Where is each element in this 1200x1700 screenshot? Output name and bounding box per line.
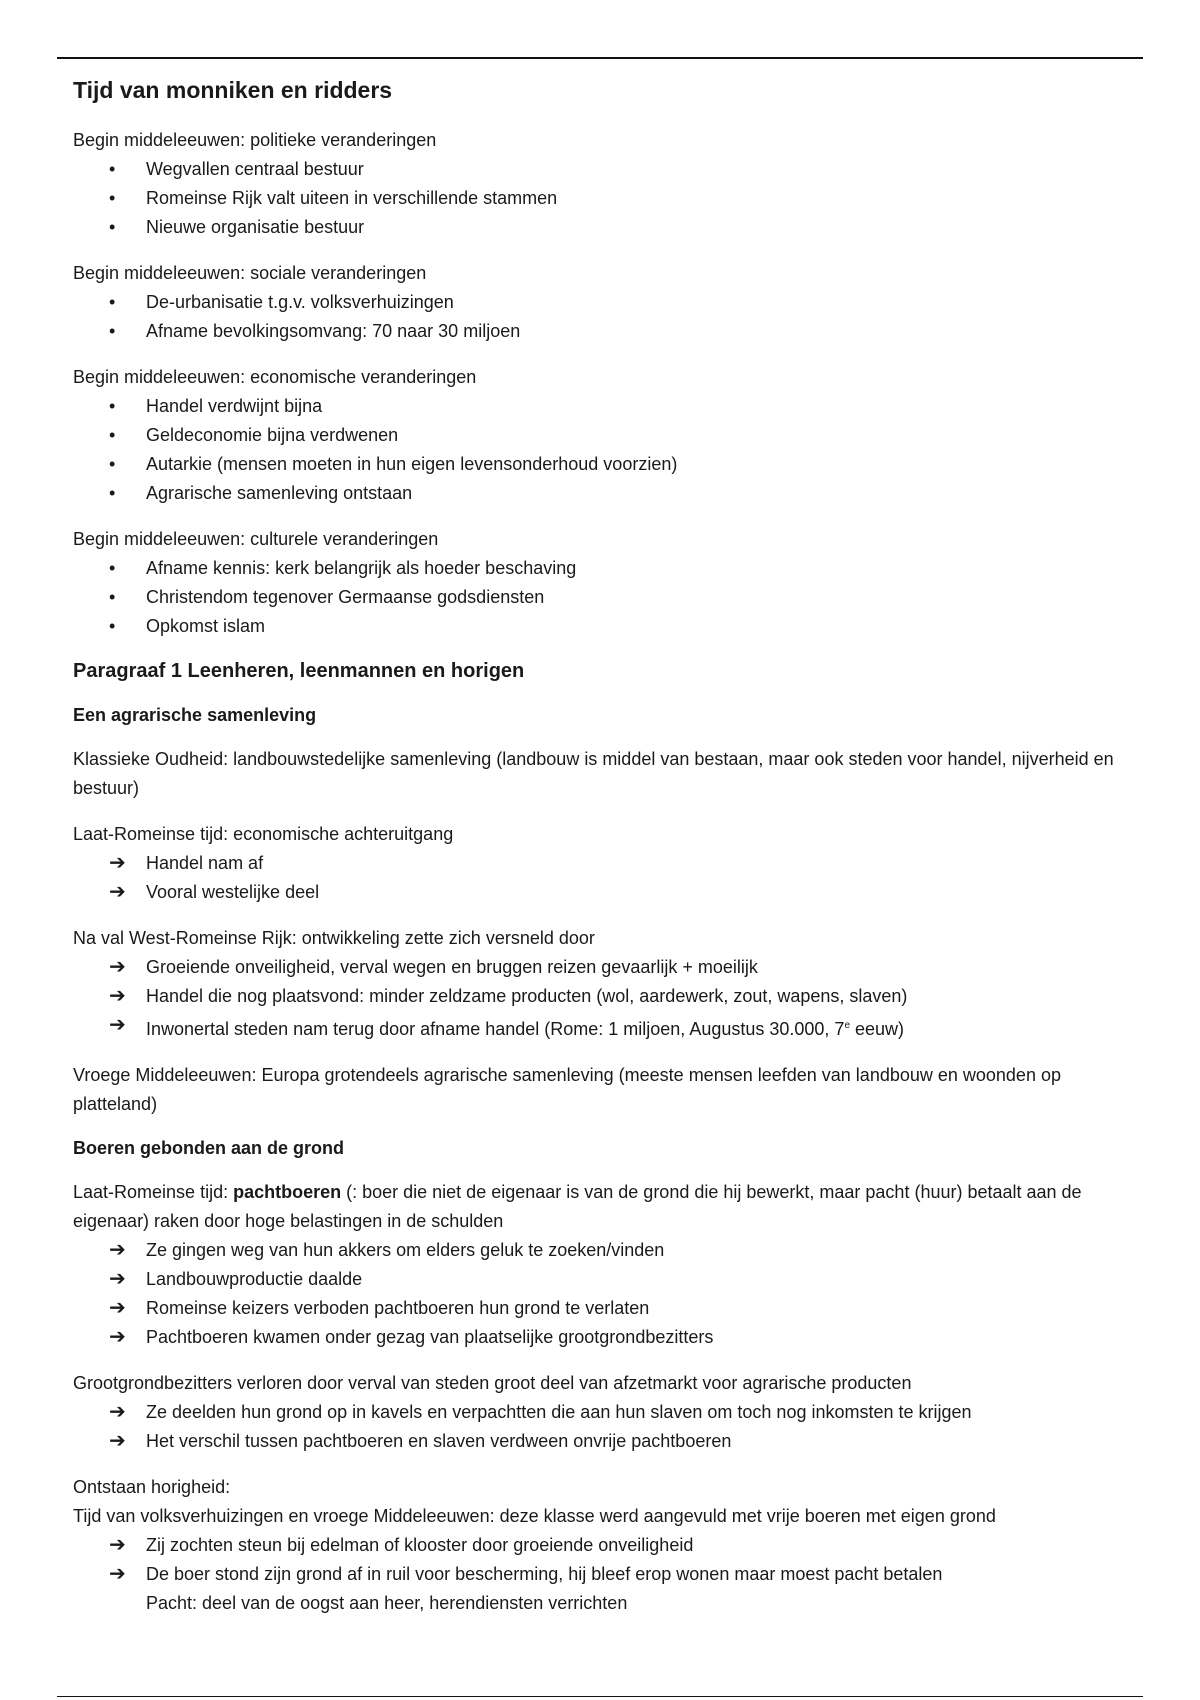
bullet-icon: • xyxy=(109,159,116,179)
arrow-right-icon: ➔ xyxy=(109,1268,126,1290)
list-item: • Agrarische samenleving ontstaan xyxy=(73,479,1133,508)
paragraph-title: Paragraaf 1 Leenheren, leenmannen en horigen xyxy=(73,660,525,682)
list-item: ➔ Vooral westelijke deel xyxy=(73,878,1133,907)
header-rule xyxy=(57,57,1143,59)
arrow-list xyxy=(73,1531,1133,1618)
subheading-farmers-bound: Boeren gebonden aan de grond xyxy=(73,1138,345,1158)
bullet-icon: • xyxy=(109,587,116,607)
paragraph-classical-antiquity: Klassieke Oudheid: landbouwstedelijke samenleving (landbouw is middel van bestaan, maar ook steden voor handel, nijverheid en bestuur) xyxy=(73,749,1114,798)
section-heading: Begin middeleeuwen: politieke veranderingen xyxy=(73,130,437,150)
arrow-right-icon: ➔ xyxy=(109,1326,126,1348)
arrow-right-icon: ➔ xyxy=(109,1297,126,1319)
list-item: • Handel verdwijnt bijna xyxy=(73,392,1133,421)
section-heading: Begin middeleeuwen: sociale veranderingen xyxy=(73,263,427,283)
list-item: ➔ Romeinse keizers verboden pachtboeren hun grond te verlaten xyxy=(73,1294,1133,1323)
list-item: • Wegvallen centraal bestuur xyxy=(73,155,1133,184)
bullet-icon: • xyxy=(109,321,116,341)
arrow-list xyxy=(73,953,1133,1044)
list-item: • Geldeconomie bijna verdwenen xyxy=(73,421,1133,450)
bullet-list xyxy=(73,554,1133,641)
bullet-icon: • xyxy=(109,292,116,312)
subheading-agrarian-society: Een agrarische samenleving xyxy=(73,705,317,725)
list-item: • Afname bevolkingsomvang: 70 naar 30 miljoen xyxy=(73,317,1133,346)
paragraph-early-middle-ages: Vroege Middeleeuwen: Europa grotendeels agrarische samenleving (meeste mensen leefden van landbouw en woonden op platteland) xyxy=(73,1065,1061,1114)
term-pachtboeren: pachtboeren xyxy=(233,1182,342,1202)
list-item: ➔ Groeiende onveiligheid, verval wegen en bruggen reizen gevaarlijk + moeilijk xyxy=(73,953,1133,982)
paragraph-after-fall: Na val West-Romeinse Rijk: ontwikkeling zette zich versneld door ➔ Groeiende onveiligheid, verval wegen en bruggen reizen gevaarlijk + moeilijk ➔ Handel die nog plaatsvond: minder zeldzame producten (wol, aardewerk, zout, wapens, slaven) ➔ Inwonertal steden nam terug door afname handel (Rome: 1 miljoen, Augustus 30.000, 7e eeuw) xyxy=(73,924,1133,1044)
list-item: • De-urbanisatie t.g.v. volksverhuizingen xyxy=(73,288,1133,317)
paragraph-tenant-farmers: Laat-Romeinse tijd: pachtboeren (: boer die niet de eigenaar is van de grond die hij bewerkt, maar pacht (huur) betaalt aan de eigenaar) raken door hoge belastingen in de schulden ➔ Ze gingen weg van hun akkers om elders geluk te zoeken/vinden ➔ Landbouwproductie daalde ➔ Romeinse keizers verboden pachtboeren hun grond te verlaten ➔ Pachtboeren kwamen onder gezag van plaatselijke grootgrondbezitters xyxy=(73,1178,1133,1352)
paragraph-landowners: Grootgrondbezitters verloren door verval van steden groot deel van afzetmarkt voor agrarische producten ➔ Ze deelden hun grond op in kavels en verpachtten die aan hun slaven om toch nog inkomsten te krijgen ➔ Het verschil tussen pachtboeren en slaven verdween onvrije pachtboeren xyxy=(73,1369,1133,1456)
bullet-list xyxy=(73,392,1133,508)
list-item: • Romeinse Rijk valt uiteen in verschillende stammen xyxy=(73,184,1133,213)
footer-rule xyxy=(57,1696,1143,1697)
arrow-right-icon: ➔ xyxy=(109,1563,126,1585)
bullet-icon: • xyxy=(109,616,116,636)
bullet-icon: • xyxy=(109,396,116,416)
arrow-right-icon: ➔ xyxy=(109,1430,126,1452)
arrow-right-icon: ➔ xyxy=(109,956,126,978)
arrow-right-icon: ➔ xyxy=(109,985,126,1007)
arrow-list xyxy=(73,849,1133,907)
bullet-icon: • xyxy=(109,188,116,208)
arrow-right-icon: ➔ xyxy=(109,881,126,903)
section-heading: Begin middeleeuwen: culturele veranderingen xyxy=(73,529,439,549)
list-item: • Afname kennis: kerk belangrijk als hoeder beschaving xyxy=(73,554,1133,583)
section-cultural xyxy=(73,525,1133,641)
bullet-icon: • xyxy=(109,454,116,474)
arrow-right-icon: ➔ xyxy=(109,1239,126,1261)
section-social xyxy=(73,259,1133,346)
bullet-icon: • xyxy=(109,483,116,503)
section-heading: Begin middeleeuwen: economische veranderingen xyxy=(73,367,477,387)
arrow-list xyxy=(73,1398,1133,1456)
list-item: ➔ Zij zochten steun bij edelman of klooster door groeiende onveiligheid xyxy=(73,1531,1133,1560)
list-item: • Nieuwe organisatie bestuur xyxy=(73,213,1133,242)
list-item: ➔ Het verschil tussen pachtboeren en slaven verdween onvrije pachtboeren xyxy=(73,1427,1133,1456)
list-item: ➔ Handel nam af xyxy=(73,849,1133,878)
list-item: • Opkomst islam xyxy=(73,612,1133,641)
section-economic xyxy=(73,363,1133,508)
list-item: ➔ Ze gingen weg van hun akkers om elders geluk te zoeken/vinden xyxy=(73,1236,1133,1265)
arrow-right-icon: ➔ xyxy=(109,1534,126,1556)
bullet-list xyxy=(73,155,1133,242)
arrow-right-icon: ➔ xyxy=(109,852,126,874)
list-item: • Christendom tegenover Germaanse godsdiensten xyxy=(73,583,1133,612)
arrow-right-icon: ➔ xyxy=(109,1401,126,1423)
bullet-icon: • xyxy=(109,217,116,237)
list-item: ➔ Ze deelden hun grond op in kavels en verpachtten die aan hun slaven om toch nog inkomsten te krijgen xyxy=(73,1398,1133,1427)
arrow-right-icon: ➔ xyxy=(109,1014,126,1036)
list-item: ➔ Landbouwproductie daalde xyxy=(73,1265,1133,1294)
section-political xyxy=(73,126,1133,242)
bullet-icon: • xyxy=(109,558,116,578)
paragraph-late-roman: Laat-Romeinse tijd: economische achteruitgang ➔ Handel nam af ➔ Vooral westelijke deel xyxy=(73,820,1133,907)
list-item: • Autarkie (mensen moeten in hun eigen levensonderhoud voorzien) xyxy=(73,450,1133,479)
document-title: Tijd van monniken en ridders xyxy=(73,77,393,103)
bullet-icon: • xyxy=(109,425,116,445)
arrow-list xyxy=(73,1236,1133,1352)
document-body xyxy=(73,76,1133,1635)
list-item-continuation: Pacht: deel van de oogst aan heer, herendiensten verrichten xyxy=(146,1593,628,1613)
list-item: ➔ Inwonertal steden nam terug door afname handel (Rome: 1 miljoen, Augustus 30.000, 7e eeuw) xyxy=(73,1011,1133,1044)
list-item: ➔ Pachtboeren kwamen onder gezag van plaatselijke grootgrondbezitters xyxy=(73,1323,1133,1352)
paragraph-serfdom: Ontstaan horigheid: Tijd van volksverhuizingen en vroege Middeleeuwen: deze klasse werd aangevuld met vrije boeren met eigen grond ➔ Zij zochten steun bij edelman of klooster door groeiende onveiligheid ➔ De boer stond zijn grond af in ruil voor bescherming, hij bleef erop wonen maar moest pacht betalen Pacht: deel van de oogst aan heer, herendiensten verrichten xyxy=(73,1473,1133,1618)
bullet-list xyxy=(73,288,1133,346)
list-item: ➔ Handel die nog plaatsvond: minder zeldzame producten (wol, aardewerk, zout, wapens, slaven) xyxy=(73,982,1133,1011)
list-item: ➔ De boer stond zijn grond af in ruil voor bescherming, hij bleef erop wonen maar moest pacht betalen xyxy=(73,1560,1133,1589)
